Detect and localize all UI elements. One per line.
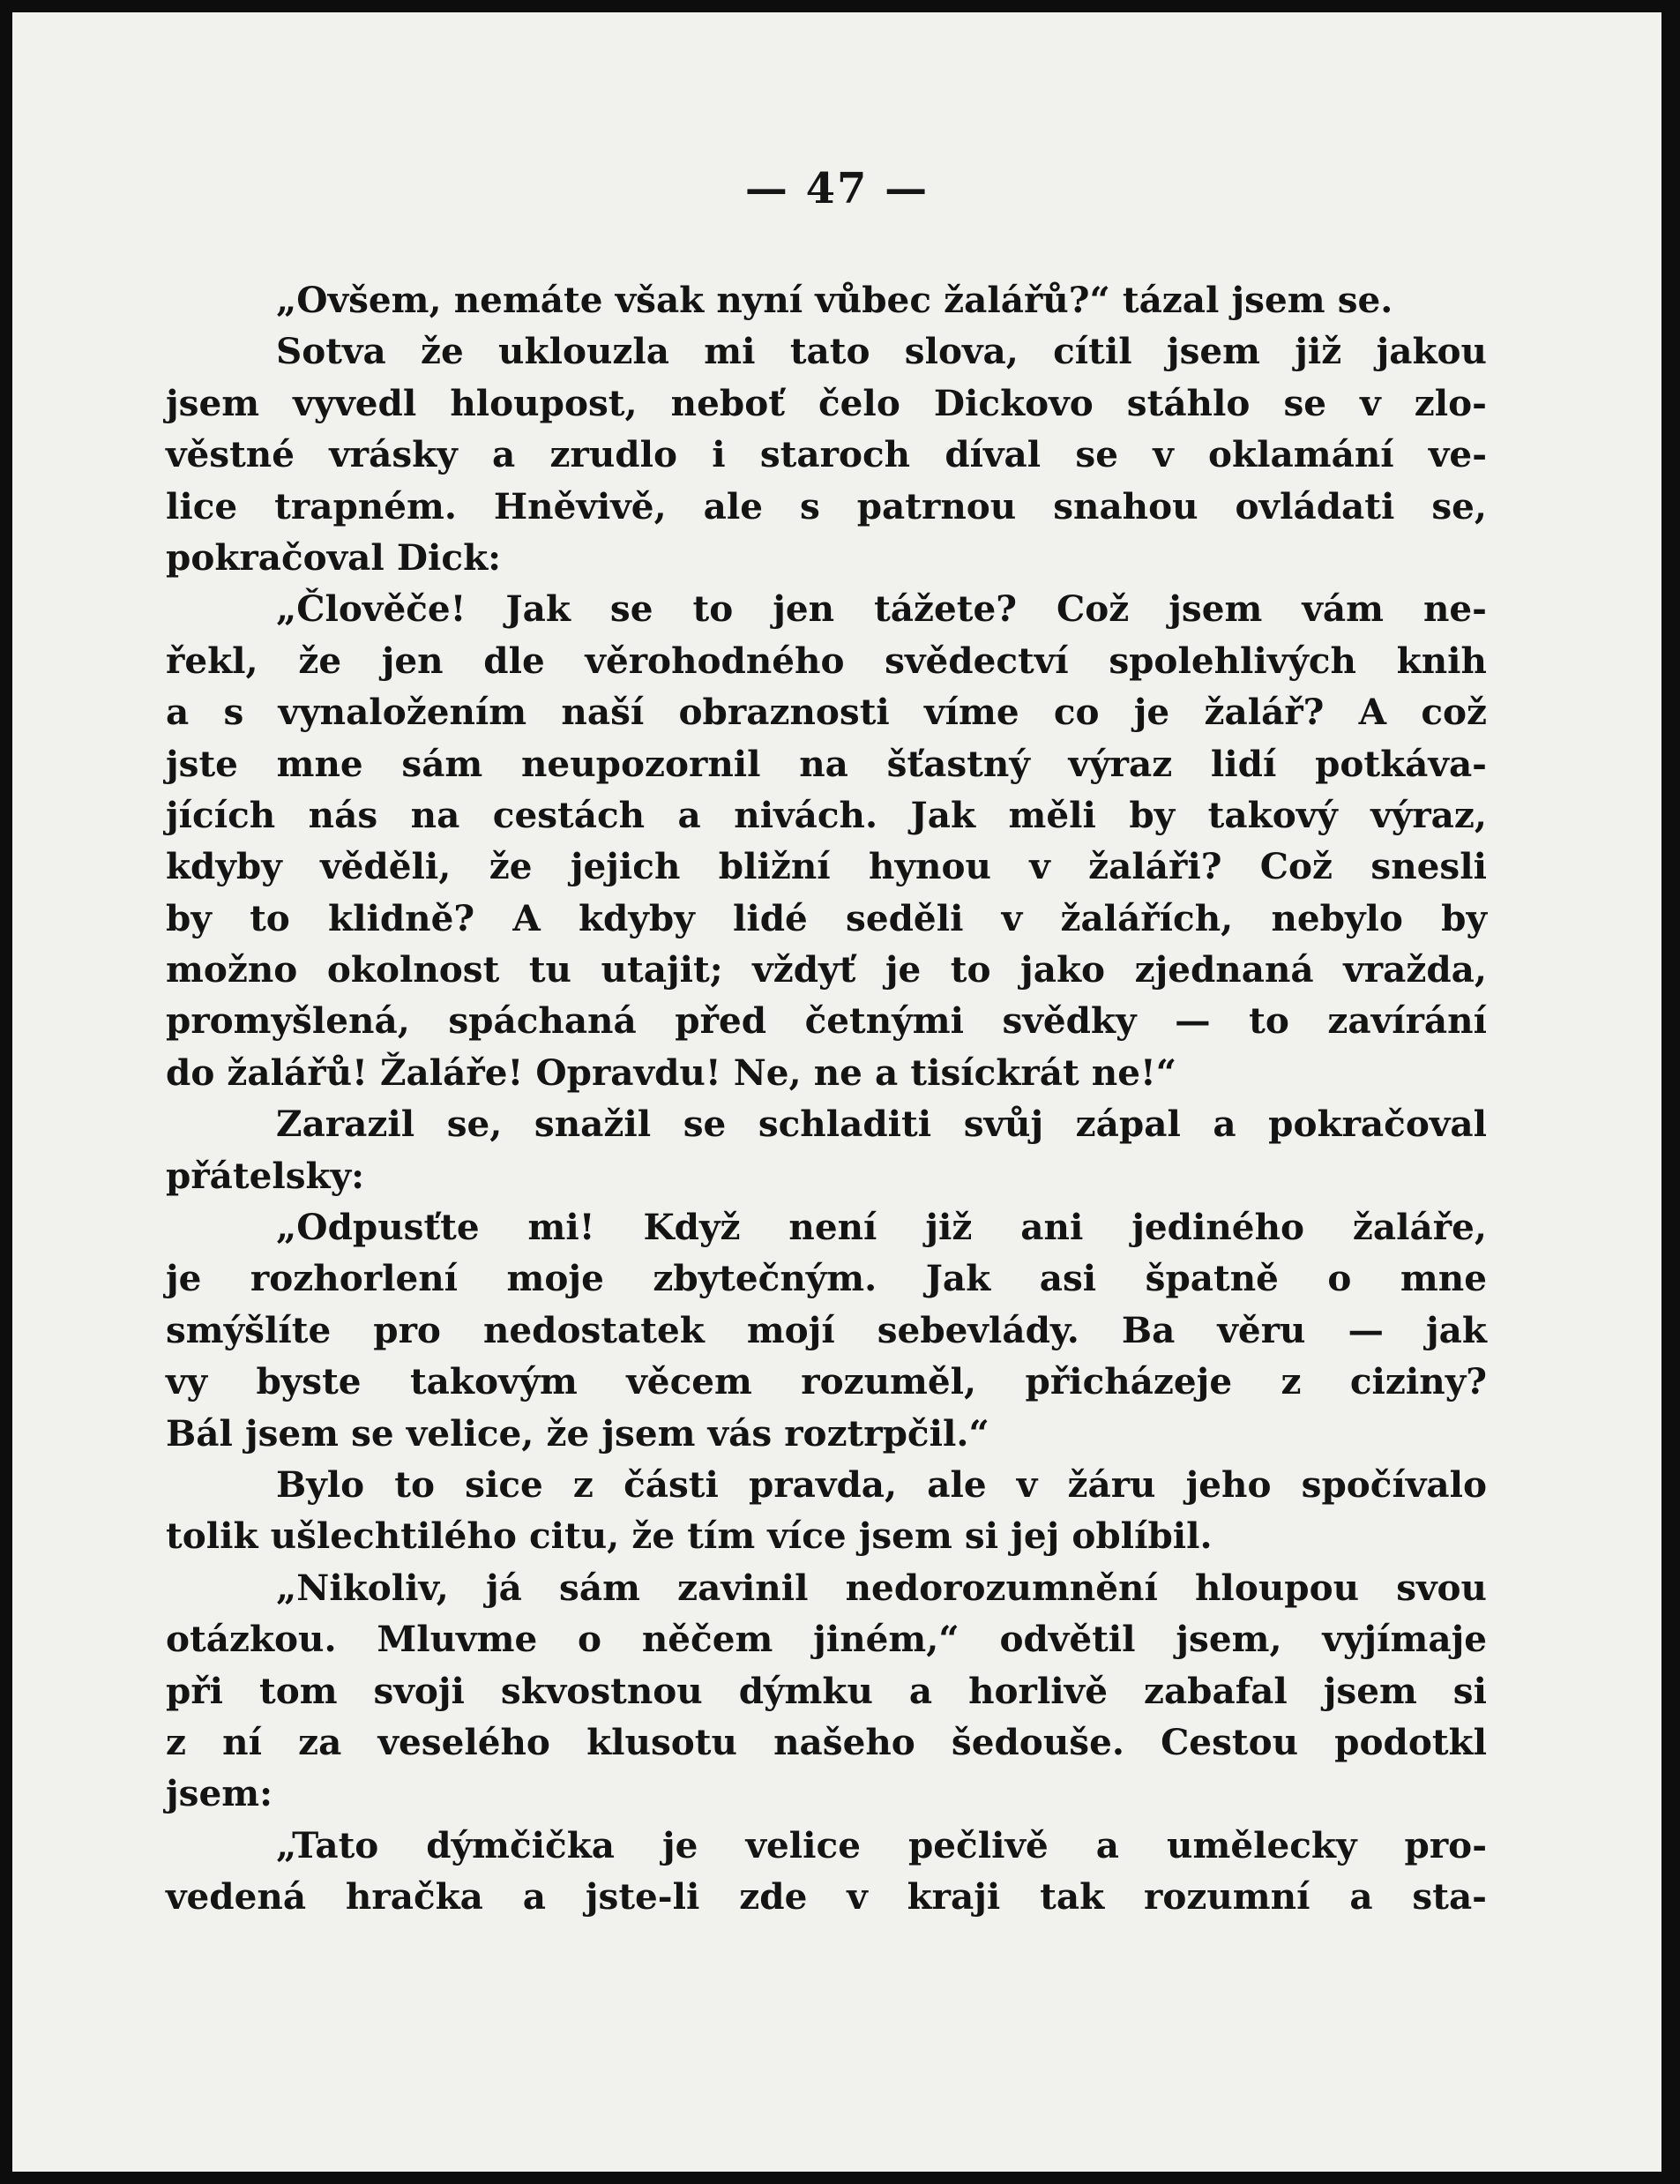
text-line: možno okolnost tu utajit; vždyť je to jako zjednaná vražda,: [166, 948, 1487, 991]
page-number: — 47 —: [744, 164, 930, 213]
text-line: „Ovšem, nemáte však nyní vůbec žalářů?“ tázal jsem se.: [276, 279, 1393, 321]
text-line: do žalářů! Žaláře! Opravdu! Ne, ne a tisíckrát ne!“: [166, 1051, 1177, 1094]
text-line: pokračoval Dick:: [166, 535, 502, 579]
text-line: Sotva že uklouzla mi tato slova, cítil jsem již jakou: [276, 330, 1487, 373]
text-line: vedená hračka a jste-li zde v kraji tak rozumní a sta-: [166, 1875, 1487, 1918]
text-line: „Tato dýmčička je velice pečlivě a umělecky pro-: [276, 1823, 1487, 1866]
text-line: z ní za veselého klusotu našeho šedouše. Cestou podotkl: [166, 1720, 1487, 1763]
text-line: kdyby věděli, že jejich bližní hynou v žaláři? Což snesli: [166, 845, 1487, 888]
text-line: jste mne sám neupozornil na šťastný výraz lidí potkáva-: [166, 742, 1487, 785]
text-line: při tom svoji skvostnou dýmku a horlivě zabafal jsem si: [166, 1669, 1487, 1712]
text-line: věstné vrásky a zrudlo i staroch díval se v oklamání ve-: [166, 433, 1487, 476]
text-line: a s vynaložením naší obraznosti víme co je žalář? A což: [166, 691, 1487, 734]
text-line: jsem vyvedl hloupost, neboť čelo Dickovo stáhlo se v zlo-: [166, 381, 1487, 424]
book-page: [12, 12, 1661, 2172]
text-line: vy byste takovým věcem rozuměl, přicházeje z ciziny?: [166, 1360, 1487, 1403]
text-line: Zarazil se, snažil se schladiti svůj zápal a pokračoval: [276, 1103, 1487, 1146]
text-line: Bál jsem se velice, že jsem vás roztrpčil.“: [166, 1411, 989, 1455]
text-line: Bylo to sice z části pravda, ale v žáru jeho spočívalo: [276, 1462, 1487, 1506]
text-line: „Člověče! Jak se to jen tážete? Což jsem vám ne-: [276, 587, 1487, 631]
text-line: tolik ušlechtilého citu, že tím více jsem si jej oblíbil.: [166, 1515, 1213, 1558]
text-line: promyšlená, spáchaná před četnými svědky — to zavírání: [166, 999, 1487, 1043]
body-text: [166, 274, 1487, 1923]
text-line: přátelsky:: [166, 1154, 365, 1197]
text-line: jsem:: [166, 1772, 273, 1815]
text-line: jících nás na cestách a nivách. Jak měli by takový výraz,: [166, 793, 1487, 836]
text-line: řekl, že jen dle věrohodného svědectví spolehlivých knih: [166, 639, 1487, 682]
text-line: by to klidně? A kdyby lidé seděli v žalářích, nebylo by: [166, 896, 1487, 939]
text-line: „Nikoliv, já sám zavinil nedorozumnění hloupou svou: [276, 1566, 1487, 1609]
text-line: smýšlíte pro nedostatek mojí sebevlády. Ba věru — jak: [166, 1308, 1487, 1351]
text-line: „Odpusťte mi! Když není již ani jediného žaláře,: [276, 1206, 1487, 1249]
text-line: otázkou. Mluvme o něčem jiném,“ odvětil jsem, vyjímaje: [166, 1618, 1487, 1661]
text-line: lice trapném. Hněvivě, ale s patrnou snahou ovládati se,: [166, 484, 1487, 527]
text-line: je rozhorlení moje zbytečným. Jak asi špatně o mne: [166, 1257, 1487, 1300]
